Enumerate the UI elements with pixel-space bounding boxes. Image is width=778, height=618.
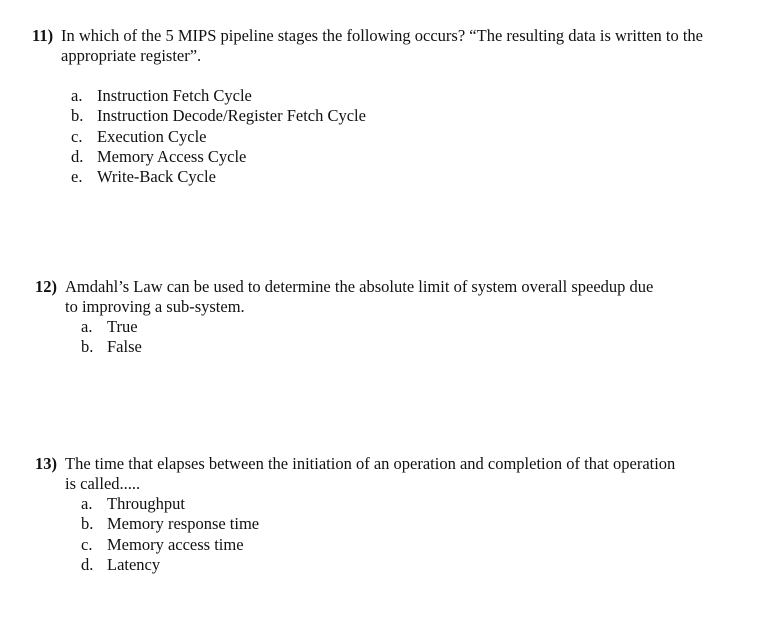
option-letter: c. <box>81 534 93 554</box>
option-text: Memory response time <box>107 514 260 534</box>
question-11-options <box>71 86 366 187</box>
question-13-number: 13) <box>35 454 57 473</box>
question-11-text-line-2: appropriate register”. <box>61 46 202 65</box>
option-13-c[interactable] <box>81 535 259 555</box>
option-letter: b. <box>81 514 94 534</box>
option-letter: a. <box>71 86 83 105</box>
question-11-number: 11) <box>32 26 54 45</box>
option-text: Memory access time <box>107 534 244 554</box>
option-13-d[interactable] <box>81 555 259 575</box>
option-letter: b. <box>71 106 84 126</box>
option-11-c[interactable] <box>71 127 366 147</box>
question-12-line-1 <box>35 277 653 297</box>
option-text: Memory Access Cycle <box>97 146 247 166</box>
question-13-text-line-1: The time that elapses between the initiation of an operation and completion of that operation <box>65 454 676 473</box>
question-11-line-1 <box>32 26 703 46</box>
option-text: Instruction Fetch Cycle <box>97 86 252 105</box>
option-13-b[interactable] <box>81 514 259 534</box>
option-letter: c. <box>71 126 83 146</box>
option-13-a[interactable] <box>81 494 259 514</box>
option-letter: e. <box>71 167 83 187</box>
option-12-a[interactable] <box>81 317 142 337</box>
option-letter: a. <box>81 494 93 513</box>
question-12-text-line-2: to improving a sub-system. <box>65 297 245 316</box>
option-11-b[interactable] <box>71 106 366 126</box>
option-text: Latency <box>107 554 161 574</box>
option-12-b[interactable] <box>81 337 142 357</box>
option-11-e[interactable] <box>71 167 366 187</box>
option-text: False <box>107 337 142 357</box>
question-12-options <box>81 317 142 358</box>
option-letter: d. <box>81 554 94 574</box>
option-text: Write-Back Cycle <box>97 167 216 187</box>
option-11-a[interactable] <box>71 86 366 106</box>
option-letter: d. <box>71 146 84 166</box>
question-13-line-1 <box>35 454 675 474</box>
option-text: Instruction Decode/Register Fetch Cycle <box>97 106 366 126</box>
question-13-options <box>81 494 259 575</box>
option-text: True <box>107 317 138 336</box>
question-13-text-line-2: is called..... <box>65 474 141 493</box>
option-11-d[interactable] <box>71 147 366 167</box>
question-11-text-line-1: In which of the 5 MIPS pipeline stages the following occurs? “The resulting data is written to the <box>61 26 703 45</box>
option-text: Throughput <box>107 494 185 513</box>
option-letter: b. <box>81 337 94 357</box>
question-12-text-line-1: Amdahl’s Law can be used to determine the absolute limit of system overall speedup due <box>65 277 654 296</box>
question-12-number: 12) <box>35 277 57 296</box>
option-text: Execution Cycle <box>97 126 207 146</box>
option-letter: a. <box>81 317 93 336</box>
